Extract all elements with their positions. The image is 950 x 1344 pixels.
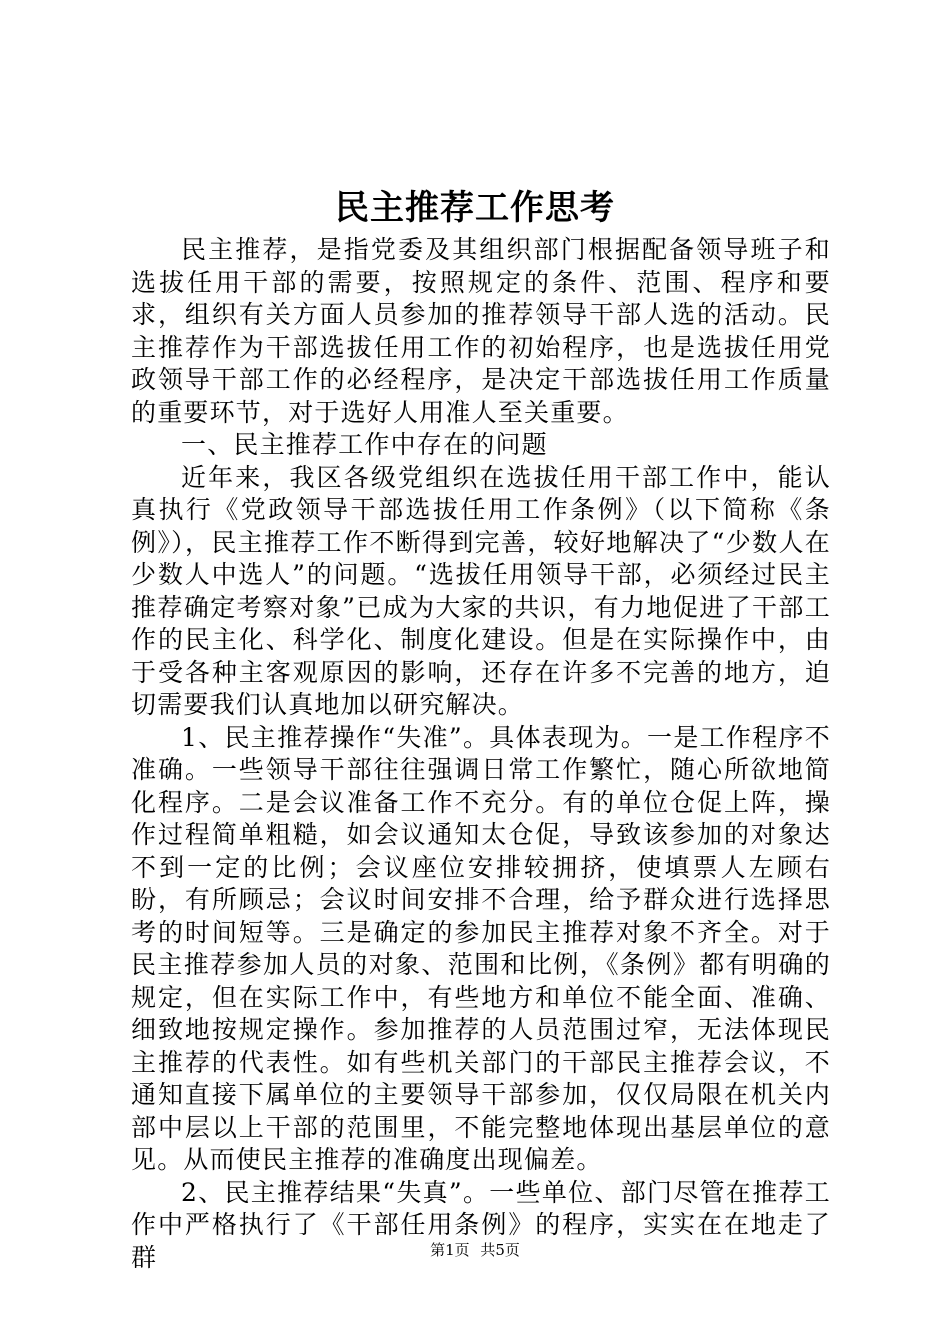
intro-paragraph: 民主推荐，是指党委及其组织部门根据配备领导班子和选拔任用干部的需要，按照规定的条件、范围、程序和要求，组织有关方面人员参加的推荐领导干部人选的活动。民主推荐作为干部选拔任用工作的初始程序，也是选拔任用党政领导干部工作的必经程序，是决定干部选拔任用工作质量的重要环节，对于选好人用准人至关重要。 <box>131 235 831 427</box>
body-paragraph: 2、民主推荐结果“失真”。一些单位、部门尽管在推荐工作中严格执行了《干部任用条例》的程序，实实在在地走了群 <box>131 1177 831 1272</box>
body-paragraph: 1、民主推荐操作“失准”。具体表现为。一是工作程序不准确。一些领导干部往往强调日常工作繁忙，随心所欲地简化程序。二是会议准备工作不充分。有的单位仓促上阵，操作过程简单粗糙，如会议通知太仓促，导致该参加的对象达不到一定的比例；会议座位安排较拥挤，使填票人左顾右盼，有所顾忌；会议时间安排不合理，给予群众进行选择思考的时间短等。三是确定的参加民主推荐对象不齐全。对于民主推荐参加人员的对象、范围和比例，《条例》都有明确的规定，但在实际工作中，有些地方和单位不能全面、准确、细致地按规定操作。参加推荐的人员范围过窄，无法体现民主推荐的代表性。如有些机关部门的干部民主推荐会议，不通知直接下属单位的主要领导干部参加，仅仅局限在机关内部中层以上干部的范围里，不能完整地体现出基层单位的意见。从而使民主推荐的准确度出现偏差。 <box>131 722 831 1174</box>
body-paragraph: 近年来，我区各级党组织在选拔任用干部工作中，能认真执行《党政领导干部选拔任用工作条例》（以下简称《条例》），民主推荐工作不断得到完善，较好地解决了“少数人在少数人中选人”的问题。“选拔任用领导干部，必须经过民主推荐确定考察对象”已成为大家的共识，有力地促进了干部工作的民主化、科学化、制度化建设。但是在实际操作中，由于受各种主客观原因的影响，还存在许多不完善的地方，迫切需要我们认真地加以研究解决。 <box>131 462 831 719</box>
document-title: 民主推荐工作思考 <box>335 188 615 228</box>
page-total: 共5页 <box>480 1241 520 1259</box>
page-footer <box>0 1240 950 1260</box>
page-number: 第1页 <box>430 1241 470 1259</box>
document-body <box>131 234 831 1274</box>
section-heading: 一、民主推荐工作中存在的问题 <box>181 430 548 459</box>
